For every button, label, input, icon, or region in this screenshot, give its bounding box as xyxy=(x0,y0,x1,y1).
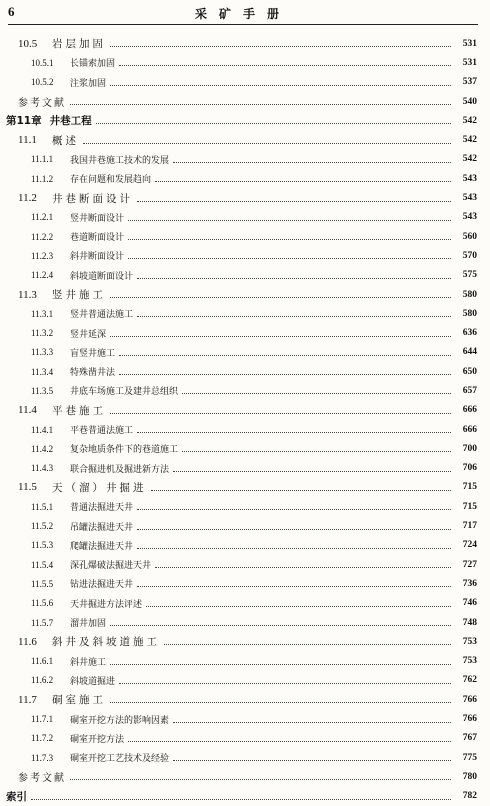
toc-entry-number: 11.5.2 xyxy=(31,521,54,532)
dot-leader xyxy=(155,181,451,182)
toc-entry xyxy=(0,304,490,323)
toc-entry-title: 参考文献 xyxy=(18,773,66,785)
toc-entry-title: 联合掘进机及掘进新方法 xyxy=(70,464,170,475)
toc-entry-label xyxy=(31,616,106,629)
toc-entry xyxy=(0,690,490,709)
toc-entry-number: 11.7.2 xyxy=(31,733,54,744)
toc-entry-number: 11.4.1 xyxy=(31,424,54,435)
toc-entry-number: 11.3.3 xyxy=(31,347,54,358)
toc-entry-number: 11.1.2 xyxy=(31,173,54,184)
dot-leader xyxy=(137,509,451,510)
toc-entry-label xyxy=(18,94,66,109)
toc-entry-number: 11.7.3 xyxy=(31,752,54,763)
toc-entry xyxy=(0,401,490,420)
toc-entry-label xyxy=(31,365,115,378)
toc-entry-page: 543 xyxy=(462,212,477,223)
toc-entry-label xyxy=(31,249,124,262)
toc-entry-title: 长锚索加固 xyxy=(70,59,116,70)
toc-entry-label xyxy=(31,346,115,359)
toc-entry-number: 11.5 xyxy=(18,481,37,494)
toc-entry xyxy=(0,787,490,806)
toc-entry-title: 吊罐法掘进天井 xyxy=(70,522,134,533)
toc-entry-title: 井巷断面设计 xyxy=(52,192,133,205)
toc-entry-page: 644 xyxy=(462,347,477,358)
toc-entry-title: 复杂地质条件下的巷道施工 xyxy=(70,445,179,456)
dot-leader xyxy=(173,162,451,163)
toc-entry-title: 井底车场施工及建井总组织 xyxy=(70,387,179,398)
toc-entry-title: 存在问题和发展趋向 xyxy=(70,175,152,186)
toc-entry-label xyxy=(18,480,147,495)
toc-entry-title: 巷道断面设计 xyxy=(70,233,125,244)
toc-entry-page: 580 xyxy=(462,289,477,300)
dot-leader xyxy=(128,220,451,221)
toc-entry xyxy=(0,53,490,72)
toc-entry-label xyxy=(18,133,79,148)
toc-entry-page: 560 xyxy=(462,231,477,242)
toc-entry-page: 766 xyxy=(462,714,477,725)
toc-entry-label xyxy=(31,442,178,455)
toc-entry-label xyxy=(31,520,133,533)
toc-entry-page: 762 xyxy=(462,675,477,686)
toc-entry-title: 竖井延深 xyxy=(70,329,107,340)
toc-entry xyxy=(0,729,490,748)
dot-leader xyxy=(110,664,451,665)
toc-entry-title: 深孔爆破法掘进天井 xyxy=(70,561,152,572)
toc-entry-page: 537 xyxy=(462,77,477,88)
dot-leader xyxy=(137,316,451,317)
toc-entry-page: 706 xyxy=(462,463,477,474)
dot-leader xyxy=(70,104,451,105)
toc-entry-label xyxy=(18,191,133,206)
toc-entry-number: 第11章 xyxy=(6,115,42,128)
toc-entry-title: 井巷工程 xyxy=(49,115,92,128)
toc-entry-label xyxy=(31,76,106,89)
toc-entry xyxy=(0,594,490,613)
dot-leader xyxy=(31,799,451,800)
toc-entry-number: 11.7.1 xyxy=(31,714,54,725)
dot-leader xyxy=(137,548,451,549)
toc-entry xyxy=(0,536,490,555)
dot-leader xyxy=(182,451,451,452)
toc-entry xyxy=(0,34,490,53)
toc-entry-label xyxy=(31,384,178,397)
dot-leader xyxy=(173,471,451,472)
dot-leader xyxy=(110,336,451,337)
toc-entry-number: 11.3.1 xyxy=(31,308,54,319)
toc-entry xyxy=(0,130,490,149)
toc-entry-title: 硐室施工 xyxy=(52,694,106,707)
toc-entry-page: 717 xyxy=(462,521,477,532)
toc-entry-number: 11.1 xyxy=(18,134,37,147)
toc-entry xyxy=(0,613,490,632)
dot-leader xyxy=(110,702,451,703)
toc-entry-number: 11.3.5 xyxy=(31,385,54,396)
toc-entry-label xyxy=(31,500,133,513)
dot-leader xyxy=(110,297,451,298)
toc-entry xyxy=(0,478,490,497)
toc-entry-page: 775 xyxy=(462,752,477,763)
toc-entry-page: 746 xyxy=(462,598,477,609)
toc-entry-label xyxy=(18,692,106,707)
dot-leader xyxy=(137,278,451,279)
toc-entry-title: 普通法掘进天井 xyxy=(70,503,134,514)
dot-leader xyxy=(146,606,451,607)
toc-entry-label xyxy=(18,769,66,784)
toc-entry-title: 硐室开挖工艺技术及经验 xyxy=(70,754,170,765)
dot-leader xyxy=(151,490,452,491)
toc-entry-page: 666 xyxy=(462,424,477,435)
toc-entry xyxy=(0,150,490,169)
toc-entry-label xyxy=(31,674,115,687)
toc-entry-label xyxy=(31,153,169,166)
dot-leader xyxy=(83,143,451,144)
toc-entry xyxy=(0,285,490,304)
toc-entry-number: 11.6.1 xyxy=(31,656,54,667)
toc-entry-title: 溜井加固 xyxy=(70,619,107,630)
toc-entry-label xyxy=(31,558,151,571)
toc-entry-page: 767 xyxy=(462,733,477,744)
toc-entry-label xyxy=(31,732,124,745)
toc-entry-page: 531 xyxy=(462,38,477,49)
toc-entry xyxy=(0,246,490,265)
toc-entry xyxy=(0,748,490,767)
toc-entry-page: 636 xyxy=(462,328,477,339)
toc-entry-label xyxy=(31,172,151,185)
toc-entry-title: 注浆加固 xyxy=(70,78,107,89)
dot-leader xyxy=(137,201,451,202)
toc-entry-label xyxy=(31,269,133,282)
toc-entry-label xyxy=(31,230,124,243)
toc-entry xyxy=(0,767,490,786)
toc-entry-label xyxy=(31,713,169,726)
toc-entry-page: 650 xyxy=(462,366,477,377)
toc-entry-page: 575 xyxy=(462,270,477,281)
toc-entry-label xyxy=(31,539,133,552)
dot-leader xyxy=(110,85,451,86)
toc-entry-number: 11.4.2 xyxy=(31,443,54,454)
toc-entry xyxy=(0,574,490,593)
toc-entry-label xyxy=(31,577,133,590)
dot-leader xyxy=(137,529,451,530)
dot-leader xyxy=(110,46,451,47)
toc-entry-page: 542 xyxy=(462,115,477,126)
toc-entry xyxy=(0,652,490,671)
toc-entry-title: 爬罐法掘进天井 xyxy=(70,541,134,552)
toc-entry xyxy=(0,381,490,400)
toc-entry-title: 天井掘进方法评述 xyxy=(70,599,143,610)
toc-entry-number: 11.2.4 xyxy=(31,270,54,281)
toc-entry-number: 11.2.3 xyxy=(31,250,54,261)
toc-entry-page: 736 xyxy=(462,578,477,589)
toc-entry-page: 782 xyxy=(462,791,477,802)
toc-entry-number: 11.2 xyxy=(18,192,37,205)
toc-entry-title: 平巷普通法施工 xyxy=(70,426,134,437)
toc-entry-number: 11.6.2 xyxy=(31,675,54,686)
book-title: 采矿手册 xyxy=(194,7,291,21)
dot-leader xyxy=(70,779,451,780)
toc-entry-page: 570 xyxy=(462,250,477,261)
toc-entry-page: 542 xyxy=(462,135,477,146)
table-of-contents xyxy=(0,34,490,806)
dot-leader xyxy=(119,355,451,356)
toc-entry-number: 11.4.3 xyxy=(31,463,54,474)
toc-entry-number: 10.5.2 xyxy=(31,77,54,88)
toc-entry-title: 参考文献 xyxy=(18,98,66,110)
dot-leader xyxy=(96,123,451,124)
toc-entry-page: 540 xyxy=(462,96,477,107)
dot-leader xyxy=(128,239,451,240)
toc-entry-label xyxy=(31,462,169,475)
toc-entry-title: 特殊凿井法 xyxy=(70,368,116,379)
toc-entry xyxy=(0,362,490,381)
dot-leader xyxy=(128,741,451,742)
toc-entry-title: 概述 xyxy=(52,134,79,147)
toc-entry-page: 543 xyxy=(462,193,477,204)
toc-entry-page: 700 xyxy=(462,443,477,454)
toc-entry xyxy=(0,709,490,728)
toc-entry xyxy=(0,671,490,690)
dot-leader xyxy=(155,567,451,568)
toc-entry-label xyxy=(18,36,106,51)
toc-entry xyxy=(0,497,490,516)
dot-leader xyxy=(119,374,451,375)
toc-entry-number: 11.1.1 xyxy=(31,154,54,165)
dot-leader xyxy=(119,65,451,66)
toc-entry-label xyxy=(31,56,115,69)
toc-entry-title: 盲竖井施工 xyxy=(70,348,116,359)
toc-entry-title: 竖井施工 xyxy=(52,289,106,301)
dot-leader xyxy=(110,413,451,414)
toc-entry xyxy=(0,516,490,535)
toc-entry-title: 硐室开挖方法的影响因素 xyxy=(70,715,170,726)
toc-entry-number: 11.2.2 xyxy=(31,231,54,242)
toc-entry-number: 11.5.4 xyxy=(31,559,54,570)
toc-entry-page: 780 xyxy=(462,771,477,782)
toc-entry-page: 724 xyxy=(462,540,477,551)
toc-entry-title: 斜井断面设计 xyxy=(70,252,125,263)
toc-entry-number: 10.5 xyxy=(18,37,38,50)
dot-leader xyxy=(137,432,451,433)
toc-entry xyxy=(0,227,490,246)
toc-entry-title: 我国井巷施工技术的发展 xyxy=(70,155,170,166)
toc-entry-title: 硐室开挖方法 xyxy=(70,734,125,745)
dot-leader xyxy=(119,683,451,684)
toc-entry-page: 727 xyxy=(462,559,477,570)
toc-entry-number: 11.4 xyxy=(18,404,37,417)
toc-entry xyxy=(0,208,490,227)
toc-entry-number: 11.2.1 xyxy=(31,212,54,223)
toc-entry-number: 11.6 xyxy=(18,635,37,648)
toc-entry-number: 11.5.6 xyxy=(31,598,54,609)
toc-entry-number: 11.3.2 xyxy=(31,328,54,339)
toc-entry-number: 11.5.5 xyxy=(31,578,54,589)
toc-entry-title: 竖井普通法施工 xyxy=(70,310,134,321)
toc-entry-label xyxy=(31,211,124,224)
toc-entry-title: 岩层加固 xyxy=(52,38,106,51)
toc-entry-page: 580 xyxy=(462,308,477,319)
page-number: 6 xyxy=(8,4,15,19)
toc-entry-page: 543 xyxy=(462,173,477,184)
toc-entry-label xyxy=(18,403,106,418)
dot-leader xyxy=(128,258,451,259)
toc-entry-number: 11.5.7 xyxy=(31,617,54,628)
toc-entry xyxy=(0,323,490,342)
toc-entry-number: 11.3 xyxy=(18,288,37,301)
toc-entry-title: 竖井断面设计 xyxy=(70,213,125,224)
toc-entry-page: 542 xyxy=(462,154,477,165)
toc-entry-title: 斜坡道断面设计 xyxy=(70,271,134,282)
toc-entry-title: 斜井施工 xyxy=(70,657,107,668)
toc-entry xyxy=(0,420,490,439)
toc-entry-number: 11.3.4 xyxy=(31,366,54,377)
toc-entry-page: 531 xyxy=(462,57,477,68)
toc-entry-label xyxy=(6,113,92,128)
toc-entry-label xyxy=(31,423,133,436)
dot-leader xyxy=(173,760,451,761)
toc-entry-title: 索引 xyxy=(6,790,27,803)
toc-entry-number: 11.5.1 xyxy=(31,501,54,512)
toc-entry-label xyxy=(31,327,106,340)
toc-entry-title: 斜坡道掘进 xyxy=(70,676,116,687)
toc-entry-title: 斜井及斜坡道施工 xyxy=(52,636,160,649)
toc-entry-title: 天（溜）井掘进 xyxy=(52,481,147,494)
toc-entry-number: 10.5.1 xyxy=(31,57,54,68)
toc-entry-label xyxy=(18,287,106,302)
dot-leader xyxy=(110,625,451,626)
toc-entry xyxy=(0,343,490,362)
toc-entry xyxy=(0,266,490,285)
toc-entry-label xyxy=(31,751,169,764)
toc-entry xyxy=(0,632,490,651)
toc-entry-page: 657 xyxy=(462,385,477,396)
toc-entry-label xyxy=(31,597,142,610)
toc-entry-page: 715 xyxy=(462,482,477,493)
toc-entry-title: 钻进法掘进天井 xyxy=(70,580,134,591)
toc-entry-label xyxy=(6,789,27,804)
page-header xyxy=(8,4,478,25)
toc-entry-page: 753 xyxy=(462,636,477,647)
dot-leader xyxy=(164,644,451,645)
toc-entry xyxy=(0,111,490,130)
toc-entry xyxy=(0,439,490,458)
toc-entry-page: 753 xyxy=(462,656,477,667)
toc-entry xyxy=(0,92,490,111)
toc-entry-number: 11.5.3 xyxy=(31,540,54,551)
toc-entry-page: 748 xyxy=(462,617,477,628)
toc-entry xyxy=(0,188,490,207)
dot-leader xyxy=(137,586,451,587)
toc-entry-title: 平巷施工 xyxy=(52,404,106,417)
toc-entry xyxy=(0,555,490,574)
dot-leader xyxy=(173,722,451,723)
toc-entry-page: 715 xyxy=(462,501,477,512)
toc-entry-page: 766 xyxy=(462,694,477,705)
toc-entry xyxy=(0,459,490,478)
toc-entry xyxy=(0,169,490,188)
toc-entry-label xyxy=(18,634,160,649)
toc-entry-number: 11.7 xyxy=(18,693,37,706)
toc-entry-page: 666 xyxy=(462,405,477,416)
dot-leader xyxy=(182,393,451,394)
toc-entry-label xyxy=(31,655,106,668)
toc-entry-label xyxy=(31,307,133,320)
toc-entry xyxy=(0,73,490,92)
